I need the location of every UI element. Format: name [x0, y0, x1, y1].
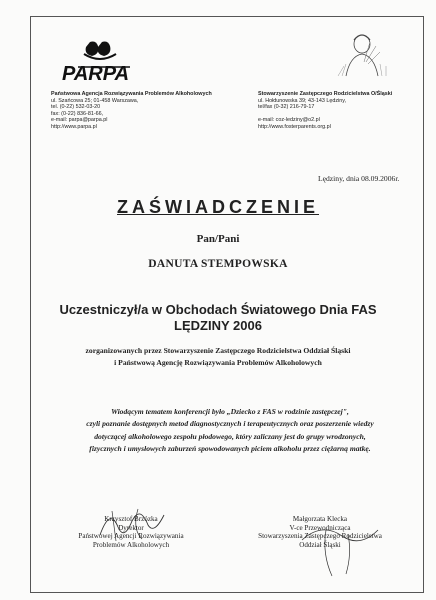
event-description: [0, 302, 436, 333]
signatory-name: Krzysztof Brzózka: [104, 515, 158, 523]
signatory-org: Stowarzyszenia Zastępczego Rodzicielstwa: [258, 532, 382, 541]
foster-address-line: tel/fax (0-32) 216-79-17: [258, 104, 315, 111]
recipient-name: DANUTA STEMPOWSKA: [148, 258, 288, 270]
event-line: LĘDZINY 2006: [174, 317, 262, 333]
parpa-address-line: ul. Szańcowa 25; 01-458 Warszawa,: [51, 97, 139, 104]
organizers: [0, 345, 436, 368]
signatory-title: V-ce Przewodnicząca: [289, 523, 351, 532]
description-line: dotyczącej alkoholowego zespołu płodowego, który zaliczany jest do grupy wrodzonych,: [94, 431, 366, 441]
foster-address-line: http://www.fosterparents.org.pl: [258, 123, 331, 130]
foster-org-name: Stowarzyszenie Zastępczego Rodzicielstwa O/Śląski: [258, 91, 393, 97]
parpa-address-line: e-mail: parpa@parpa.pl: [51, 117, 108, 124]
foster-address: [258, 91, 423, 131]
right-signature-block: [240, 515, 400, 549]
organizer-line: zorganizowanych przez Stowarzyszenie Zastępczego Rodzicielstwa Oddział Śląski: [85, 346, 351, 355]
parpa-org-name: Państwowa Agencja Rozwiązywania Problemów Alkoholowych: [51, 91, 212, 97]
signatory-name: Małgorzata Klecka: [292, 515, 348, 523]
parpa-address-line: tel. (0-22) 532-03-20: [51, 104, 101, 111]
left-signature-block: [56, 515, 206, 549]
signatory-org: Oddział Śląski: [299, 540, 341, 549]
signatory-title: Dyrektor: [118, 523, 144, 532]
description-line: fizycznych i umysłowych zaburzeń spowodowanych piciem alkoholu przez ciężarną matkę.: [89, 444, 371, 454]
parpa-address: [51, 91, 221, 131]
foster-address-line: ul. Hołdunowska 39; 43-143 Lędziny,: [258, 97, 347, 104]
parpa-address-line: http://www.parpa.pl: [51, 123, 97, 130]
conference-description: [54, 406, 406, 456]
parpa-logo-text: PARPA: [62, 63, 130, 85]
foster-address-line: e-mail: coz-ledziny@o2.pl: [258, 117, 320, 124]
signatory-org: Państwowej Agencji Rozwiązywania: [78, 532, 184, 541]
issue-date: Lędziny, dnia 08.09.2006r.: [318, 174, 400, 183]
organizer-line: i Państwową Agencję Rozwiązywania Problemów Alkoholowych: [114, 357, 322, 367]
certificate-title: ZAŚWIADCZENIE: [117, 197, 319, 217]
foster-parents-logo: [336, 32, 392, 78]
salutation: Pan/Pani: [196, 233, 240, 245]
event-line: Uczestniczył/a w Obchodach Światowego Dnia FAS: [59, 302, 377, 317]
signatory-org: Problemów Alkoholowych: [92, 540, 170, 549]
description-line: czyli poznanie dostępnych metod diagnostycznych i terapeutycznych oraz poszerzenie wiedzy: [86, 419, 374, 429]
parpa-address-line: fax: (0-22) 836-81-66,: [51, 110, 104, 117]
parpa-logo: [60, 40, 140, 86]
foster-address-line: [258, 111, 423, 118]
description-line: Wiodącym tematem konferencji było „Dziecko z FAS w rodzinie zastępczej",: [111, 407, 349, 416]
